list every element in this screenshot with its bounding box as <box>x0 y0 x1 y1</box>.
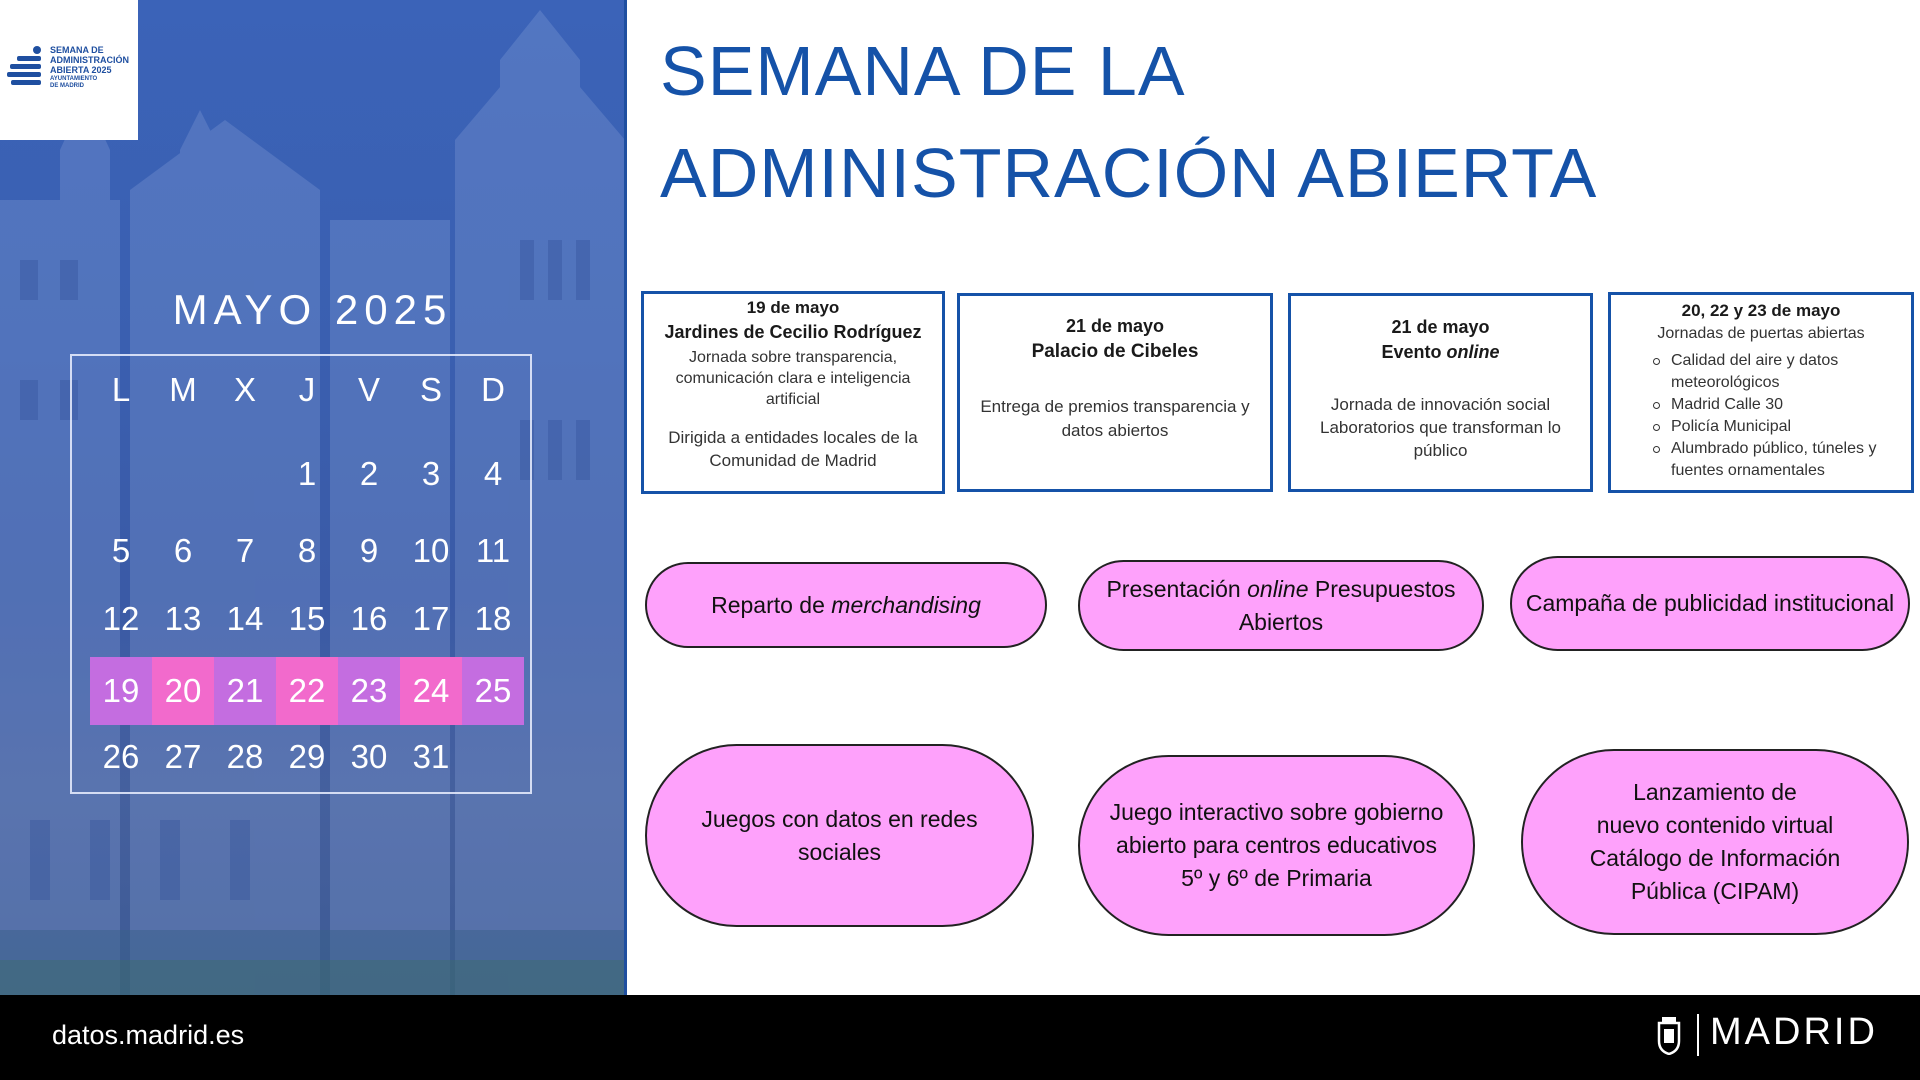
logo-line-3: ABIERTA 2025 <box>50 65 112 75</box>
event-description: Jornada sobre transparencia, comunicación clara e inteligencia artificial <box>675 349 911 408</box>
event-audience: Dirigida a entidades locales de la Comunidad de Madrid <box>668 428 918 470</box>
activity-campana <box>1510 556 1910 651</box>
calendar-day-highlighted: 19 <box>90 657 152 725</box>
event-venue: Palacio de Cibeles <box>1031 341 1199 362</box>
weekday-thursday: J <box>298 371 316 408</box>
page-title-line-2: ADMINISTRACIÓN ABIERTA <box>660 134 1598 212</box>
logo-sub-1: AYUNTAMIENTO <box>50 76 98 82</box>
footer-separator <box>1697 1014 1699 1056</box>
activity-text-line: Juego interactivo sobre gobierno <box>1109 799 1444 825</box>
activity-juegos-redes <box>645 744 1034 927</box>
calendar-day-highlighted: 23 <box>338 657 400 725</box>
calendar-day-highlighted: 20 <box>152 657 214 725</box>
calendar-day: 10 <box>412 532 450 569</box>
calendar-day: 18 <box>474 600 512 637</box>
list-item: Madrid Calle 30 <box>1653 394 1911 416</box>
activity-text-italic: merchandising <box>831 591 981 618</box>
calendar-day: 9 <box>359 532 379 569</box>
activity-presupuestos <box>1078 560 1484 651</box>
calendar-grid <box>70 354 532 794</box>
logo-stripes-icon <box>7 46 43 86</box>
activity-text-line: 5º y 6º de Primaria <box>1181 865 1372 891</box>
activity-text-line: nuevo contenido virtual <box>1596 812 1834 838</box>
event-venue: Jardines de Cecilio Rodríguez <box>664 322 922 342</box>
calendar-day: 6 <box>173 532 193 569</box>
logo-line-2: ADMINISTRACIÓN <box>50 55 129 65</box>
event-subtitle: Jornadas de puertas abiertas <box>1657 325 1865 342</box>
weekday-monday: L <box>111 371 131 408</box>
page-title <box>660 20 1597 224</box>
event-card-cecilio <box>641 291 945 494</box>
calendar-day-highlighted: 25 <box>462 657 524 725</box>
activity-text-line: Catálogo de Información <box>1589 845 1841 871</box>
footer-city-logo: MADRID <box>1710 1011 1878 1053</box>
calendar-day: 2 <box>359 455 379 492</box>
event-date: 20, 22 y 23 de mayo <box>1681 301 1841 320</box>
event-venue <box>1291 342 1590 363</box>
weekday-saturday: S <box>419 371 442 408</box>
activity-text-line: Lanzamiento de <box>1633 779 1797 805</box>
event-date: 21 de mayo <box>1391 317 1490 337</box>
activity-text-prefix: Presentación <box>1106 575 1248 602</box>
event-card-cibeles <box>957 293 1273 492</box>
calendar-day: 17 <box>412 600 450 637</box>
calendar-day: 11 <box>475 532 511 569</box>
calendar-day: 12 <box>102 600 140 637</box>
calendar-day: 4 <box>483 455 503 492</box>
calendar-month-title: MAYO 2025 <box>172 286 453 333</box>
event-date: 19 de mayo <box>746 298 840 317</box>
calendar-day-highlighted: 21 <box>214 657 276 725</box>
activity-text: Juegos con datos en redes sociales <box>701 805 978 865</box>
calendar-day: 28 <box>226 738 264 775</box>
event-venue-italic: online <box>1446 342 1500 362</box>
activity-text-italic: online <box>1247 575 1309 602</box>
calendar-day: 8 <box>297 532 317 569</box>
list-item: Alumbrado público, túneles y fuentes ornamentales <box>1653 438 1911 482</box>
activity-text <box>1098 573 1464 639</box>
activity-text-prefix: Reparto de <box>711 591 832 618</box>
calendar-day: 7 <box>235 532 255 569</box>
logo-line-1: SEMANA DE <box>50 45 104 55</box>
calendar-day: 3 <box>421 455 441 492</box>
calendar-day: 13 <box>164 600 202 637</box>
weekday-wednesday: X <box>233 371 256 408</box>
event-description: Entrega de premios transparencia y datos abiertos <box>980 397 1250 440</box>
event-card-open-doors <box>1608 292 1914 493</box>
activity-text <box>1590 776 1841 908</box>
activity-text <box>711 589 981 622</box>
footer-bar <box>0 995 1920 1080</box>
logo-sub-2: DE MADRID <box>50 83 84 89</box>
calendar-day: 16 <box>350 600 388 637</box>
page-title-line-1: SEMANA DE LA <box>660 32 1186 110</box>
activity-text: Campaña de publicidad institucional <box>1525 590 1895 616</box>
activity-text <box>1110 796 1444 895</box>
calendar-day-highlighted: 24 <box>400 657 462 725</box>
event-description: Jornada de innovación social Laboratorios que transforman lo público <box>1320 395 1561 460</box>
event-logo <box>0 0 138 140</box>
calendar-day: 5 <box>111 532 131 569</box>
madrid-crest-icon <box>1656 1015 1682 1055</box>
panel-divider <box>624 0 627 995</box>
weekday-sunday: D <box>481 371 505 408</box>
activity-text-line: abierto para centros educativos <box>1116 832 1437 858</box>
activity-merchandising <box>645 562 1047 648</box>
open-doors-list <box>1653 350 1911 482</box>
activity-juego-educativo <box>1078 755 1475 936</box>
event-venue-prefix: Evento <box>1381 342 1447 362</box>
calendar-day: 26 <box>102 738 140 775</box>
calendar-day: 29 <box>288 738 326 775</box>
calendar-day: 14 <box>226 600 264 637</box>
calendar-day: 1 <box>297 455 317 492</box>
calendar-day-highlighted: 22 <box>276 657 338 725</box>
event-card-online <box>1288 293 1593 492</box>
logo-text <box>50 45 129 90</box>
footer-website-link[interactable]: datos.madrid.es <box>52 1020 245 1050</box>
activity-text-suffix: Presupuestos Abiertos <box>1238 575 1456 635</box>
list-item: Calidad del aire y datos meteorológicos <box>1653 350 1911 394</box>
event-date: 21 de mayo <box>1065 316 1165 336</box>
list-item: Policía Municipal <box>1653 416 1911 438</box>
weekday-friday: V <box>357 371 380 408</box>
activity-text-line: Pública (CIPAM) <box>1630 878 1800 904</box>
activity-cipam <box>1521 749 1909 935</box>
calendar-day: 15 <box>288 600 326 637</box>
weekday-tuesday: M <box>169 371 197 408</box>
calendar-day: 31 <box>412 738 450 775</box>
calendar-day: 27 <box>164 738 202 775</box>
calendar-day: 30 <box>350 738 388 775</box>
